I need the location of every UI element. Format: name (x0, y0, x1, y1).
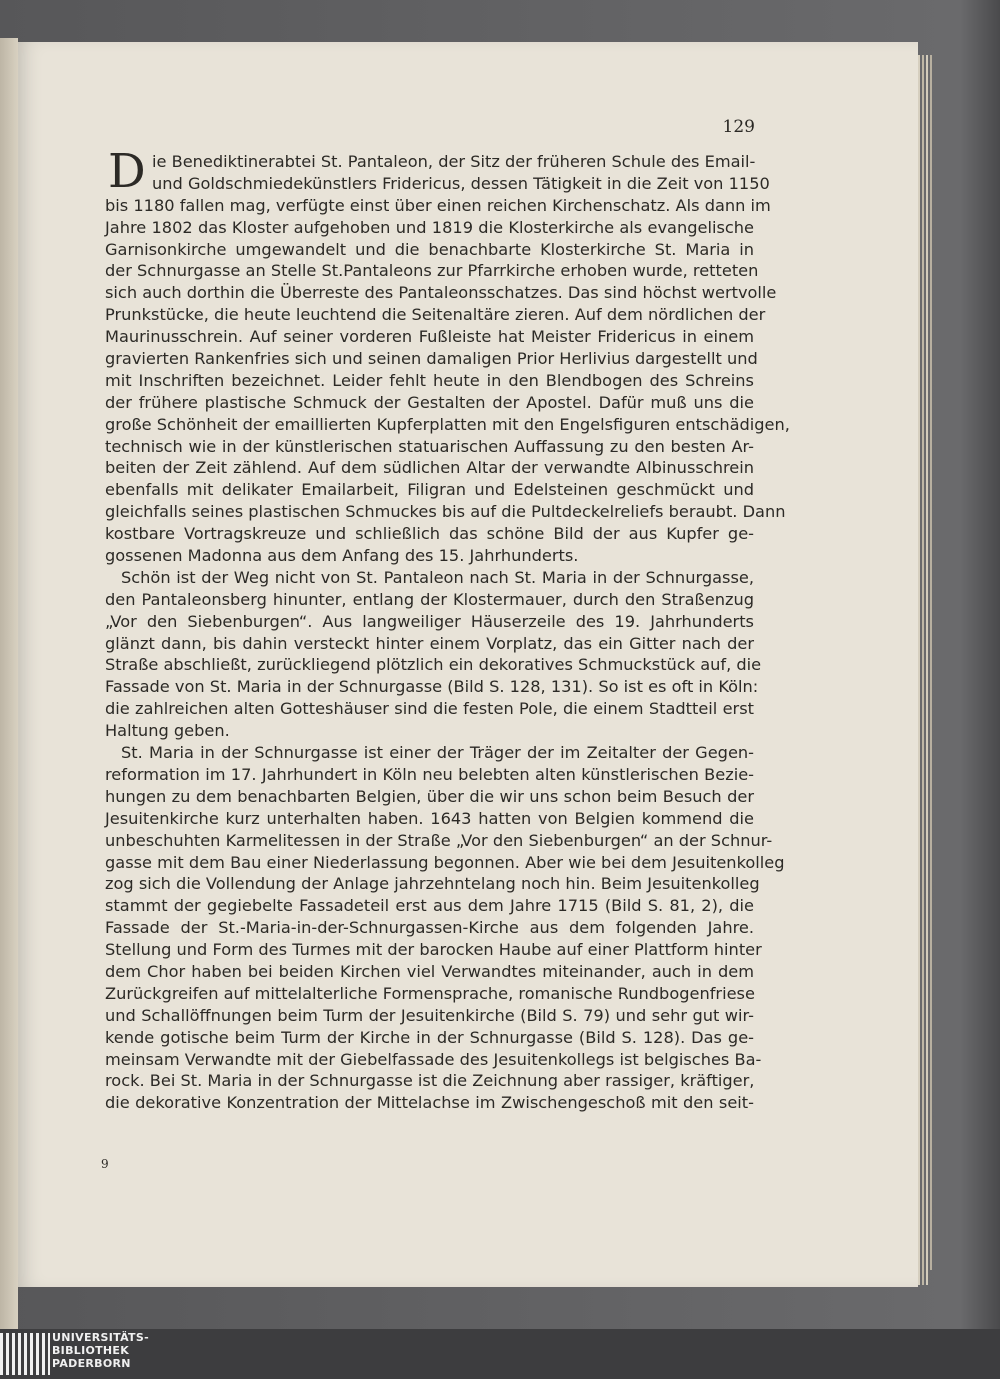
text-line: kende gotische beim Turm der Kirche in der Schnurgasse (Bild S. 128). Das ge- (105, 1027, 754, 1047)
text-line: den Pantaleonsberg hinunter, entlang der Klostermauer, durch den Straßenzug (105, 589, 754, 609)
text-line: gossenen Madonna aus dem Anfang des 15. Jahrhunderts. (105, 546, 579, 566)
text-line: der Schnurgasse an Stelle St.Pantaleons zur Pfarrkirche erhoben wurde, retteten (105, 261, 759, 281)
logo-line: PADERBORN (52, 1357, 131, 1370)
text-line: und Schallöffnungen beim Turm der Jesuitenkirche (Bild S. 79) und sehr gut wir- (105, 1005, 754, 1025)
text-line: die dekorative Konzentration der Mittelachse im Zwischengeschoß mit den seit- (105, 1093, 754, 1113)
text-line: der frühere plastische Schmuck der Gestalten der Apostel. Dafür muß uns die (105, 392, 754, 412)
text-line: rock. Bei St. Maria in der Schnurgasse ist die Zeichnung aber rassiger, kräftiger, (105, 1071, 755, 1091)
body-text (105, 151, 790, 1114)
page-edge (922, 55, 924, 1285)
text-line: die zahlreichen alten Gotteshäuser sind die festen Pole, die einem Stadtteil erst (105, 699, 754, 719)
text-line: zog sich die Vollendung der Anlage jahrzehntelang noch hin. Beim Jesuitenkolleg (105, 874, 760, 894)
logo-line: UNIVERSITÄTS- (52, 1331, 149, 1344)
left-page-edge (0, 38, 18, 1329)
barcode-logo-icon (0, 1333, 50, 1375)
text-line: stammt der gegiebelte Fassadeteil erst aus dem Jahre 1715 (Bild S. 81, 2), die (105, 896, 754, 916)
text-line: gasse mit dem Bau einer Niederlassung begonnen. Aber wie bei dem Jesuitenkolleg (105, 852, 785, 872)
drop-cap: D (108, 144, 146, 199)
text-line: beiten der Zeit zählend. Auf dem südlichen Altar der verwandte Albinusschrein (105, 458, 754, 478)
text-line: glänzt dann, bis dahin versteckt hinter einem Vorplatz, das ein Gitter nach der (105, 633, 754, 653)
text-line: Fassade von St. Maria in der Schnurgasse (Bild S. 128, 131). So ist es oft in Köln: (105, 677, 759, 697)
text-line: Haltung geben. (105, 721, 230, 741)
text-line: Straße abschließt, zurückliegend plötzlich ein dekoratives Schmuckstück auf, die (105, 655, 762, 675)
text-line: und Goldschmiedekünstlers Fridericus, dessen Tätigkeit in die Zeit von 1150 (152, 173, 770, 193)
text-line: meinsam Verwandte mit der Giebelfassade des Jesuitenkollegs ist belgisches Ba- (105, 1049, 762, 1069)
text-line: technisch wie in der künstlerischen statuarischen Auffassung zu den besten Ar- (105, 436, 754, 456)
text-line: Jahre 1802 das Kloster aufgehoben und 1819 die Klosterkirche als evangelische (105, 217, 754, 237)
text-line: große Schönheit der emaillierten Kupferplatten mit den Engelsfiguren entschädigen, (105, 414, 790, 434)
text-line: kostbare Vortragskreuze und schließlich das schöne Bild der aus Kupfer ge- (105, 524, 754, 544)
text-line: Schön ist der Weg nicht von St. Pantaleon nach St. Maria in der Schnurgasse, (121, 567, 754, 587)
text-line: ie Benediktinerabtei St. Pantaleon, der Sitz der früheren Schule des Email- (152, 152, 756, 171)
text-line: dem Chor haben bei beiden Kirchen viel Verwandtes miteinander, auch in dem (105, 961, 754, 981)
text-line: unbeschuhten Karmelitessen in der Straße „Vor den Siebenburgen“ an der Schnur- (105, 830, 773, 850)
page-edge (918, 55, 920, 1285)
page-edge (926, 55, 928, 1285)
text-line: Zurückgreifen auf mittelalterliche Formensprache, romanische Rundbogenfriese (105, 983, 755, 1003)
library-logo-bar (0, 1329, 1000, 1379)
text-line: reformation im 17. Jahrhundert in Köln neu belebten alten künstlerischen Bezie- (105, 764, 754, 784)
text-line: Garnisonkirche umgewandelt und die benachbarte Klosterkirche St. Maria in (105, 239, 754, 259)
signature-mark: 9 (101, 1157, 109, 1171)
text-line: Jesuitenkirche kurz unterhalten haben. 1643 hatten von Belgien kommend die (105, 808, 754, 828)
logo-line: BIBLIOTHEK (52, 1344, 130, 1357)
text-line: hungen zu dem benachbarten Belgien, über die wir uns schon beim Besuch der (105, 786, 754, 806)
text-line: Prunkstücke, die heute leuchtend die Seitenaltäre zieren. Auf dem nördlichen der (105, 305, 766, 325)
text-line: Stellung und Form des Turmes mit der barocken Haube auf einer Plattform hinter (105, 940, 762, 960)
text-line: Maurinusschrein. Auf seiner vorderen Fußleiste hat Meister Fridericus in einem (105, 327, 754, 347)
text-line: Fassade der St.-Maria-in-der-Schnurgassen-Kirche aus dem folgenden Jahre. (105, 918, 754, 938)
text-line: „Vor den Siebenburgen“. Aus langweiliger Häuserzeile des 19. Jahrhunderts (105, 611, 754, 631)
page-edge (930, 55, 932, 1270)
page-number: 129 (722, 117, 755, 137)
text-line: St. Maria in der Schnurgasse ist einer der Träger der im Zeitalter der Gegen- (121, 743, 754, 763)
text-line: gravierten Rankenfries sich und seinen damaligen Prior Herlivius dargestellt und (105, 349, 758, 369)
text-line: gleichfalls seines plastischen Schmuckes bis auf die Pultdeckelreliefs beraubt. Dann (105, 502, 786, 522)
text-line: mit Inschriften bezeichnet. Leider fehlt heute in den Blendbogen des Schreins (105, 370, 754, 390)
text-line: bis 1180 fallen mag, verfügte einst über einen reichen Kirchenschatz. Als dann im (105, 195, 771, 215)
text-line: ebenfalls mit delikater Emailarbeit, Filigran und Edelsteinen geschmückt und (105, 480, 754, 500)
text-line: sich auch dorthin die Überreste des Pantaleonsschatzes. Das sind höchst wertvolle (105, 283, 777, 303)
